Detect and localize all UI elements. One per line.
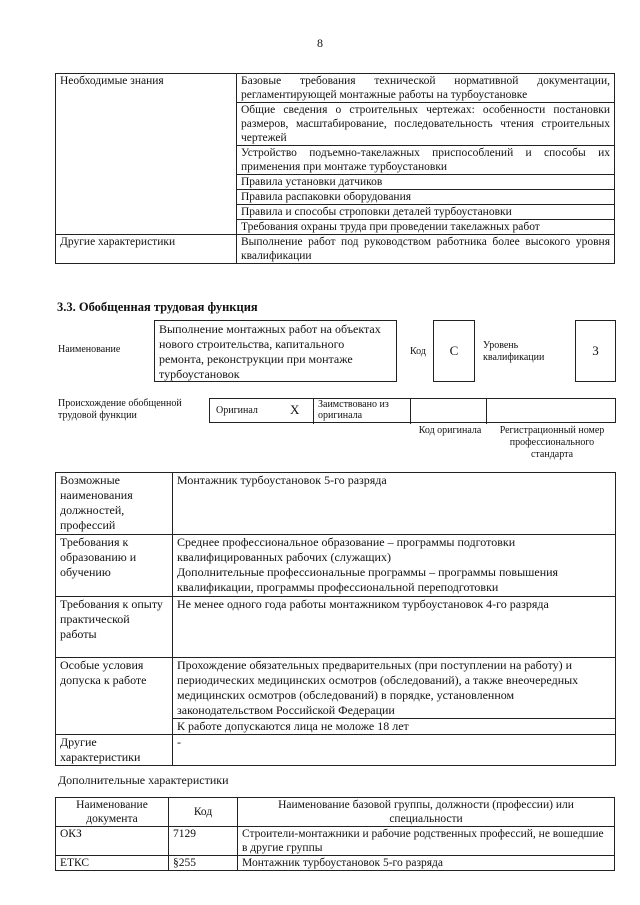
table-row <box>56 74 615 103</box>
table-cell: 7129 <box>169 827 238 856</box>
code-value: С <box>449 343 459 358</box>
page-number: 8 <box>317 36 323 50</box>
detail-label: Требования к образованию и обучению <box>56 535 173 597</box>
detail-line: Среднее профессиональное образование – программы подготовки квалифицированных рабочих (служащих) <box>177 535 516 564</box>
table-row <box>56 827 615 856</box>
table-row <box>56 798 615 827</box>
function-name-box <box>154 320 397 382</box>
level-value: 3 <box>592 343 599 358</box>
level-label: Уровень квалификации <box>483 340 545 363</box>
original-label: Оригинал <box>216 405 258 416</box>
origin-label: Происхождение обобщенной трудовой функции <box>58 398 182 421</box>
detail-value: К работе допускаются лица не моложе 18 лет <box>173 719 616 735</box>
code-label: Код <box>410 346 426 357</box>
table-row <box>56 473 616 535</box>
detail-value: Прохождение обязательных предварительных (при поступлении на работу) и периодических медицинских осмотров (обследований), а также внеочередных медицинских осмотров (обследований) в порядке, установленном законодательством Российской Федерации <box>173 658 616 719</box>
divider <box>410 399 411 424</box>
knowledge-table <box>55 73 615 264</box>
detail-label: Требования к опыту практической работы <box>56 597 173 658</box>
additional-title: Дополнительные характеристики <box>58 773 229 787</box>
name-label: Наименование <box>58 344 121 355</box>
table-row <box>56 597 616 658</box>
detail-value: Не менее одного года работы монтажником турбоустановок 4-го разряда <box>173 597 616 658</box>
table-row <box>56 235 615 264</box>
level-value-box <box>575 320 616 382</box>
knowledge-item: Правила установки датчиков <box>237 175 615 190</box>
table-row <box>56 735 616 766</box>
function-name-value: Выполнение монтажных работ на объектах нового строительства, капитального ремонта, реконструкции при монтаже турбоустановок <box>159 322 381 381</box>
section-title: 3.3. Обобщенная трудовая функция <box>57 300 258 314</box>
knowledge-item: Устройство подъемно-такелажных приспособлений и способы их применения при монтаже турбоустановки <box>237 146 615 175</box>
table-row <box>56 535 616 597</box>
original-mark: X <box>290 402 300 417</box>
header-cell: Наименование документа <box>56 798 169 827</box>
table-cell: §255 <box>169 856 238 871</box>
detail-label: Возможные наименования должностей, профессий <box>56 473 173 535</box>
code-original-label: Код оригинала <box>418 425 482 436</box>
table-cell: Монтажник турбоустановок 5-го разряда <box>238 856 615 871</box>
table-row <box>56 856 615 871</box>
knowledge-item: Требования охраны труда при проведении такелажных работ <box>237 220 615 235</box>
table-cell: ОКЗ <box>56 827 169 856</box>
detail-label: Особые условия допуска к работе <box>56 658 173 735</box>
table-cell: Строители-монтажники и рабочие родственных профессий, не вошедшие в другие группы <box>238 827 615 856</box>
divider <box>486 399 487 424</box>
additional-table <box>55 797 615 871</box>
origin-row <box>209 398 616 423</box>
reg-number-label: Регистрационный номер профессионального стандарта <box>499 425 605 460</box>
other-characteristics-label: Другие характеристики <box>56 235 237 264</box>
required-knowledge-label: Необходимые знания <box>56 74 237 235</box>
table-row <box>56 658 616 719</box>
detail-line: Дополнительные профессиональные программы – программы повышения квалификации, программы профессиональной переподготовки <box>177 565 559 594</box>
knowledge-item: Правила распаковки оборудования <box>237 190 615 205</box>
details-table <box>55 472 616 766</box>
code-value-box <box>433 320 475 382</box>
header-cell: Код <box>169 798 238 827</box>
detail-value: Монтажник турбоустановок 5-го разряда <box>173 473 616 535</box>
borrowed-label: Заимствовано из оригинала <box>318 399 389 421</box>
detail-value: - <box>173 735 616 766</box>
knowledge-item: Правила и способы строповки деталей турбоустановки <box>237 205 615 220</box>
detail-label: Другие характеристики <box>56 735 173 766</box>
table-cell: ЕТКС <box>56 856 169 871</box>
divider <box>313 399 314 424</box>
knowledge-item: Общие сведения о строительных чертежах: особенности постановки размеров, масштабирование, последовательность чтения строительных чертежей <box>237 103 615 146</box>
knowledge-item: Базовые требования технической нормативной документации, регламентирующей монтажные работы на турбоустановке <box>237 74 615 103</box>
other-characteristics-value: Выполнение работ под руководством работника более высокого уровня квалификации <box>237 235 615 264</box>
header-cell: Наименование базовой группы, должности (профессии) или специальности <box>238 798 615 827</box>
detail-value <box>173 535 616 597</box>
